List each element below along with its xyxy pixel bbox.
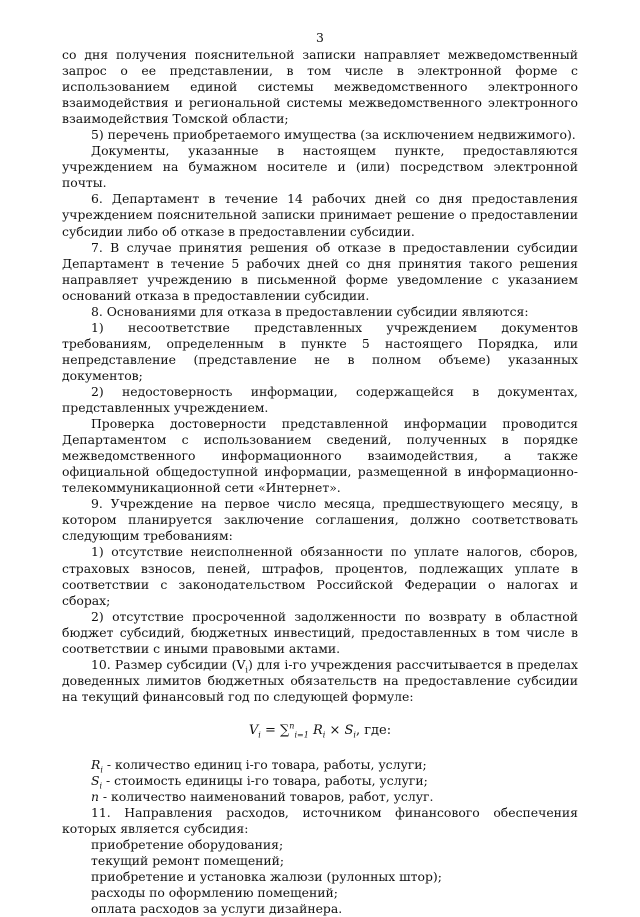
formula-s-sub: i <box>353 730 356 740</box>
list-item: приобретение и установка жалюзи (рулонных штор); <box>91 869 442 885</box>
formula-s: S <box>344 722 354 738</box>
paragraph: 5) перечень приобретаемого имущества (за исключением недвижимого). <box>91 127 576 143</box>
paragraph <box>62 657 578 705</box>
sum-upper: n <box>289 721 295 731</box>
variable-sub: i <box>100 765 103 775</box>
paragraph: 1) несоответствие представленных учреждением документов требованиям, определенным в пункте 5 настоящего Порядка, или непредставление (представление не в полном объеме) указанных документов; <box>62 319 578 383</box>
paragraph: 7. В случае принятия решения об отказе в предоставлении субсидии Департамент в течение 5 рабочих дней со дня принятия такого решения направляет учреждению в письменной форме уведомление с указанием оснований отказа в предоставлении субсидии. <box>62 239 578 303</box>
variable-symbol: S <box>91 773 100 789</box>
variable-symbol: n <box>91 789 99 805</box>
variable-definition <box>62 789 578 805</box>
paragraph: Проверка достоверности представленной информации проводится Департаментом с использованием сведений, полученных в порядке межведомственного информационного взаимодействия, а также официальной общедоступной информации, размещенной в информационно-телекоммуникационной сети «Интернет». <box>62 416 578 496</box>
times-symbol: × <box>329 722 341 738</box>
variable-sub: i <box>99 781 103 791</box>
paragraph: со дня получения пояснительной записки направляет межведомственный запрос о ее представлении, в том числе в электронной форме с использованием единой системы межведомственного электронного взаимодействия и региональной системы межведомственного электронного взаимодействия Томской области; <box>62 47 578 127</box>
list-item: приобретение оборудования; <box>91 837 284 853</box>
sum-lower: i=1 <box>294 730 309 740</box>
formula-lhs-sub: i <box>258 730 261 740</box>
paragraph: 11. Направления расходов, источником финансового обеспечения которых является субсидия: <box>62 805 578 837</box>
formula-lhs: V <box>248 722 259 738</box>
list-item: расходы по оформлению помещений; <box>91 885 338 901</box>
paragraph: 1) отсутствие неисполненной обязанности по уплате налогов, сборов, страховых взносов, пеней, штрафов, процентов, подлежащих уплате в соответствии с законодательством Российской Федерации о налогах и сборах; <box>62 544 578 608</box>
paragraph: 2) недостоверность информации, содержащейся в документах, представленных учреждением. <box>62 383 578 416</box>
text: ) для i-го учреждения рассчитывается в пределах доведенных лимитов бюджетных обязательств на предоставление субсидии на текущий финансовый год по следующей формуле: <box>62 656 578 704</box>
formula-suffix: , где: <box>355 722 392 738</box>
variable-text: - количество единиц i-го товара, работы, услуги; <box>102 756 427 772</box>
paragraph: 9. Учреждение на первое число месяца, предшествующего месяцу, в котором планируется заключение соглашения, должно соответствовать следующим требованиям: <box>62 496 578 544</box>
list-item: текущий ремонт помещений; <box>91 853 285 869</box>
paragraph: Документы, указанные в настоящем пункте, предоставляются учреждением на бумажном носителе и (или) посредством электронной почты. <box>62 143 578 191</box>
variable-definition <box>62 773 578 789</box>
formula-r-sub: i <box>322 730 326 740</box>
formula-r: R <box>312 722 323 738</box>
variable-symbol: R <box>91 756 101 772</box>
document-page <box>62 0 578 917</box>
subsidy-formula: $V_i = \sum^n_{i=1}$ $R_i \times S_i$, где: <box>248 721 392 740</box>
variable-text: - количество наименований товаров, работ, услуг. <box>98 789 434 805</box>
subscript: i <box>245 665 248 675</box>
variable-text: - стоимость единицы i-го товара, работы, услуги; <box>102 773 428 789</box>
paragraph: 2) отсутствие просроченной задолженности по возврату в областной бюджет субсидий, бюджетных инвестиций, предоставленных в том числе в соответствии с иными правовыми актами. <box>62 608 578 656</box>
paragraph: 6. Департамент в течение 14 рабочих дней со дня предоставления учреждением пояснительной записки принимает решение о предоставлении субсидии либо об отказе в предоставлении субсидии. <box>62 191 578 239</box>
page-number: 3 <box>316 30 324 45</box>
paragraph: 8. Основаниями для отказа в предоставлении субсидии являются: <box>91 303 529 319</box>
list-item: оплата расходов за услуги дизайнера. <box>91 901 343 917</box>
text: 10. Размер субсидии (V <box>91 656 246 672</box>
sum-symbol: ∑ <box>280 722 290 738</box>
variable-definition <box>62 757 578 773</box>
